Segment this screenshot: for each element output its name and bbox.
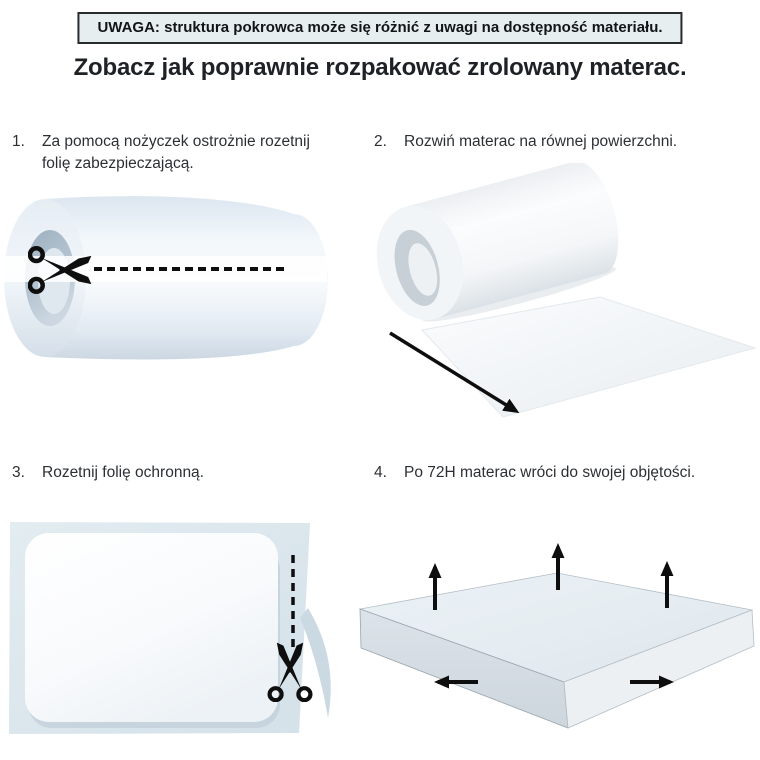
notice-banner xyxy=(77,12,682,44)
unrolling-mattress-graphic xyxy=(364,163,755,417)
step-2-number: 2. xyxy=(374,133,387,150)
figure-unrolling-mattress xyxy=(360,163,758,425)
page-title: Zobacz jak poprawnie rozpakować zrolowany materac. xyxy=(73,54,687,81)
step-1-label xyxy=(12,131,328,175)
step-4-label xyxy=(374,462,754,484)
step-4-text: Po 72H materac wróci do swojej objętości. xyxy=(404,464,696,481)
flat-mattress xyxy=(25,533,278,722)
rolled-mattress-graphic xyxy=(3,196,328,359)
notice-text: UWAGA: struktura pokrowca może się różnić z uwagi na dostępność materiału. xyxy=(97,19,663,36)
step-3-number: 3. xyxy=(12,464,25,481)
figure-film-cutting xyxy=(4,512,344,752)
figure-rolled-mattress xyxy=(2,190,338,416)
step-3-label xyxy=(12,462,342,484)
step-4-number: 4. xyxy=(374,464,387,481)
step-2-label xyxy=(374,131,754,153)
expanding-mattress-graphic xyxy=(360,547,754,728)
step-1-text: Za pomocą nożyczek ostrożnie rozetnij folię zabezpieczającą. xyxy=(42,133,310,172)
figure-expanding-mattress xyxy=(358,515,758,760)
film-cutting-graphic xyxy=(9,522,331,734)
step-1-number: 1. xyxy=(12,133,25,150)
step-3-text: Rozetnij folię ochronną. xyxy=(42,464,204,481)
step-2-text: Rozwiń materac na równej powierzchni. xyxy=(404,133,678,150)
